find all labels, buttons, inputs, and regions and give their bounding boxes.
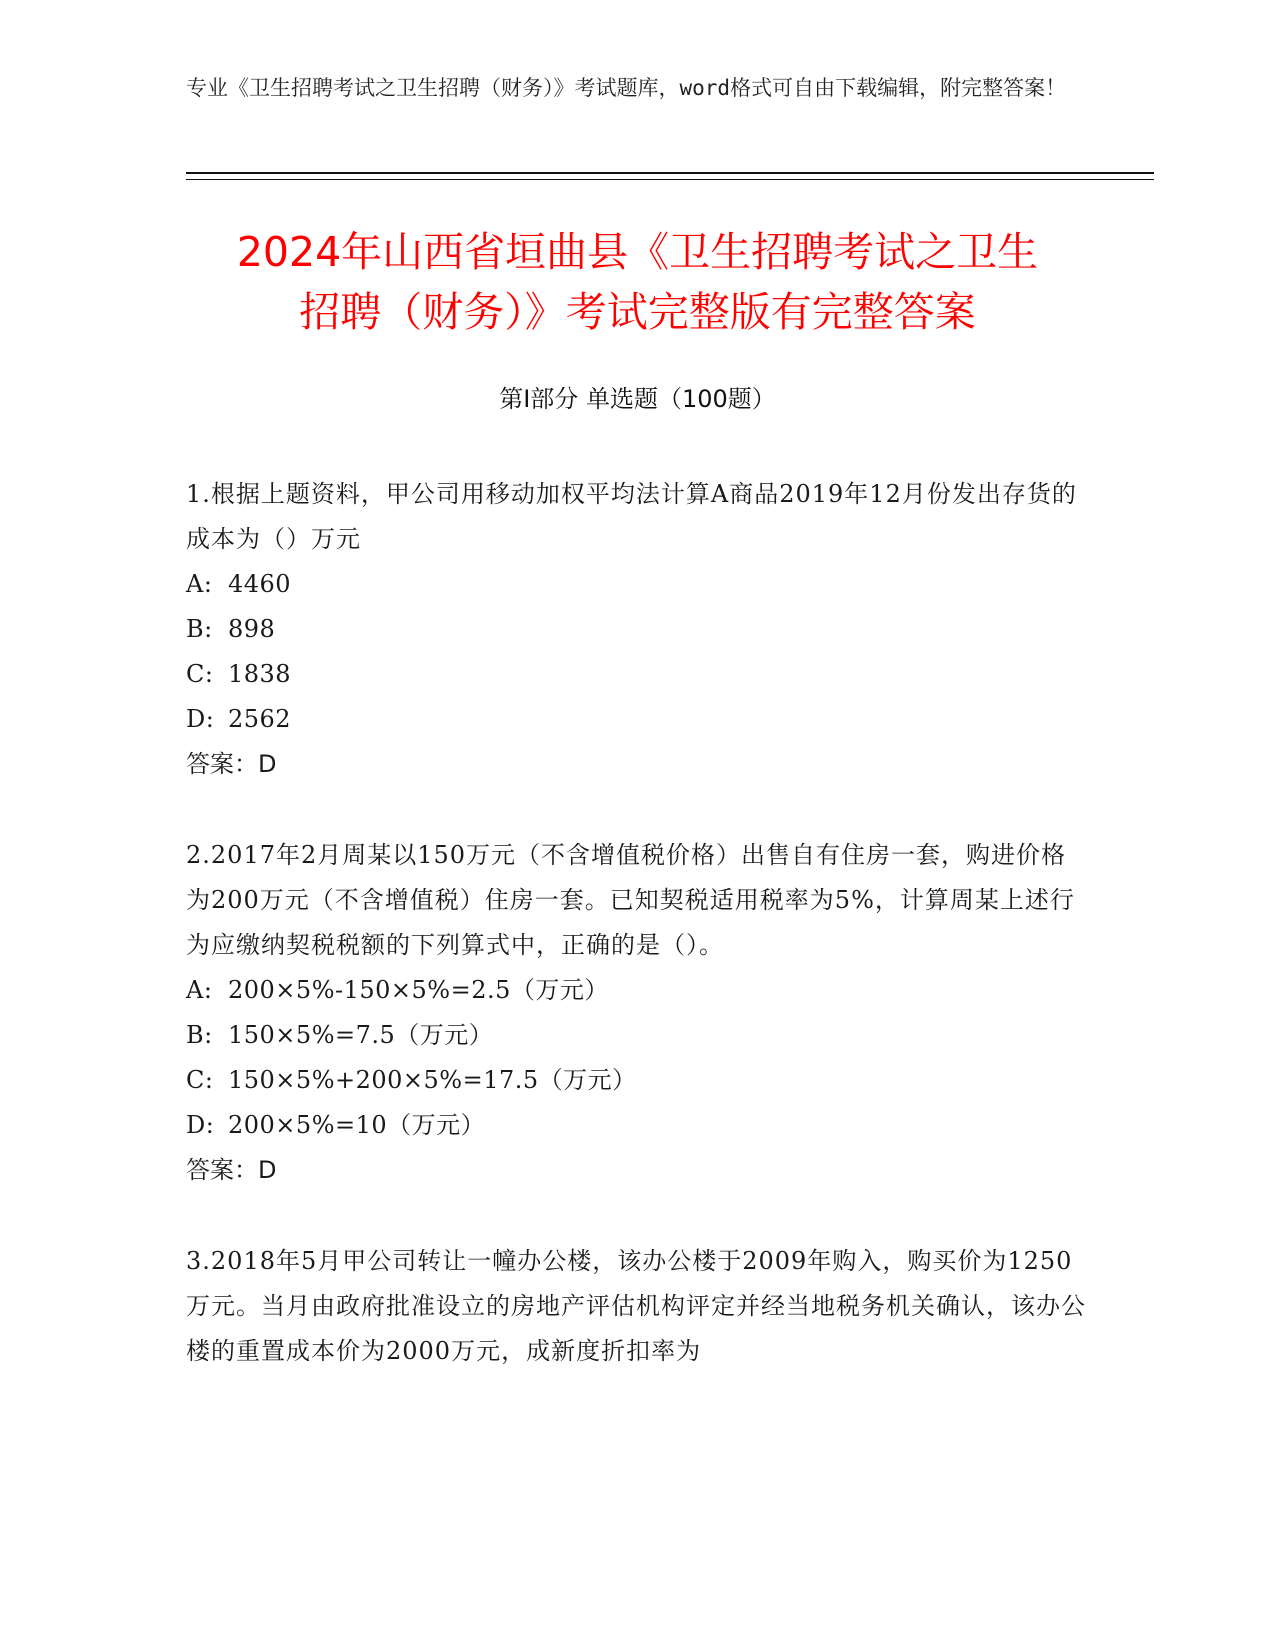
option-letter: D: bbox=[186, 1111, 215, 1139]
header-note: 专业《卫生招聘考试之卫生招聘（财务）》考试题库，word格式可自由下载编辑，附完整答案！ bbox=[186, 76, 1067, 100]
question-stem: 3.2018年5月甲公司转让一幢办公楼，该办公楼于2009年购入，购买价为1250万元。当月由政府批准设立的房地产评估机构评定并经当地税务机关确认，该办公楼的重置成本价为2000万元，成新度折扣率为 bbox=[186, 1247, 1086, 1365]
option-a bbox=[186, 562, 1086, 607]
title-line-1: 2024年山西省垣曲县《卫生招聘考试之卫生 bbox=[236, 228, 1039, 276]
title-line-2: 招聘（财务）》考试完整版有完整答案 bbox=[299, 288, 976, 336]
header-rule-thin bbox=[186, 179, 1154, 180]
option-c bbox=[186, 1058, 1086, 1103]
option-text: 2562 bbox=[228, 705, 292, 733]
option-text: 4460 bbox=[228, 570, 292, 598]
option-d bbox=[186, 1103, 1086, 1148]
header-rule-thick bbox=[186, 172, 1154, 174]
option-letter: B: bbox=[186, 1021, 213, 1049]
option-letter: D: bbox=[186, 705, 215, 733]
option-d bbox=[186, 697, 1086, 742]
option-b bbox=[186, 1013, 1086, 1058]
option-a bbox=[186, 968, 1086, 1013]
option-letter: B: bbox=[186, 615, 213, 643]
section-heading: 第Ⅰ部分 单选题（100题） bbox=[499, 385, 776, 413]
option-letter: C: bbox=[186, 1066, 214, 1094]
option-letter: A: bbox=[186, 570, 213, 598]
question-2 bbox=[186, 833, 1086, 1193]
document-title bbox=[150, 222, 1125, 342]
option-text: 150×5%+200×5%=17.5（万元） bbox=[228, 1066, 637, 1094]
option-text: 150×5%=7.5（万元） bbox=[228, 1021, 494, 1049]
option-letter: A: bbox=[186, 976, 213, 1004]
option-text: 1838 bbox=[228, 660, 292, 688]
option-text: 200×5%-150×5%=2.5（万元） bbox=[228, 976, 609, 1004]
question-1 bbox=[186, 472, 1086, 787]
option-text: 200×5%=10（万元） bbox=[228, 1111, 486, 1139]
option-b bbox=[186, 607, 1086, 652]
question-stem: 2.2017年2月周某以150万元（不含增值税价格）出售自有住房一套，购进价格为200万元（不含增值税）住房一套。已知契税适用税率为5%，计算周某上述行为应缴纳契税税额的下列算式中，正确的是（）。 bbox=[186, 841, 1075, 959]
question-3 bbox=[186, 1239, 1086, 1374]
option-letter: C: bbox=[186, 660, 214, 688]
question-stem: 1.根据上题资料，甲公司用移动加权平均法计算A商品2019年12月份发出存货的成本为（）万元 bbox=[186, 480, 1077, 553]
answer: 答案：D bbox=[186, 1156, 277, 1184]
option-c bbox=[186, 652, 1086, 697]
question-list bbox=[186, 472, 1086, 1420]
answer: 答案：D bbox=[186, 750, 277, 778]
option-text: 898 bbox=[228, 615, 276, 643]
